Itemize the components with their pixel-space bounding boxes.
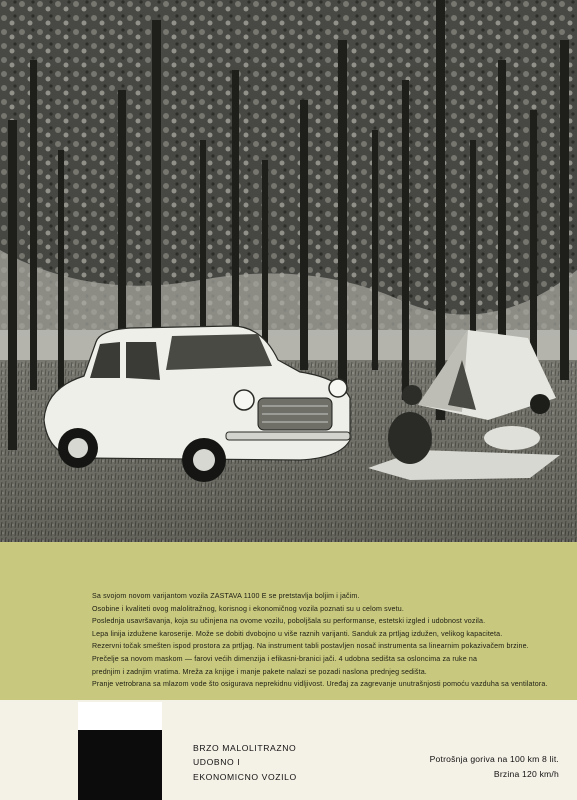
body-line: Sa svojom novom varijantom vozila ZASTAVA 1100 E se pretstavlja boljim i jačim. <box>92 592 360 600</box>
body-line: Poslednja usavršavanja, koja su učinjena na ovome vozilu, poboljšala su performanse, estetski izgled i udobnost vozila. <box>92 617 486 626</box>
body-text <box>92 590 562 691</box>
specs <box>430 752 559 782</box>
spec-speed: Brzina 120 km/h <box>493 769 559 779</box>
black-block <box>78 730 162 800</box>
white-block <box>78 702 162 730</box>
body-line: Prečelje sa novom maskom — farovi većih dimenzija i efikasni-branici jači. 4 udobna sedišta sa osloncima za ruke na <box>92 654 478 663</box>
body-line: Rezervni točak smešten ispod prostora za prtljag. Na instrument tabli postavljen nosač instrumenta sa linearnim pokazivačem brzine. <box>92 642 529 651</box>
body-line: prednjim i zadnjim vratima. Mreža za knjige i manje pakete nalazi se pozadi naslona prednjeg sedišta. <box>92 667 427 676</box>
slogan-line: BRZO MALOLITRAZNO <box>193 743 297 753</box>
body-line: Pranje vetrobrana sa mlazom vode što osigurava neprekidnu vidljivost. Uređaj za zagrevanje unutrašnjosti pomoću vazduha sa ventilatora. <box>92 680 548 689</box>
slogan-line: EKONOMICNO VOZILO <box>193 771 297 782</box>
body-line: Lepa linija izdužene karoserije. Može se dobiti dvobojno u više raznih varijanti. Sanduk za prtljag izdužen, velikog kapaciteta. <box>92 629 503 638</box>
body-line: Osobine i kvaliteti ovog malolitražnog, korisnog i ekonomičnog vozila poznati su u celom svetu. <box>92 604 404 613</box>
slogan-line: UDOBNO I <box>193 757 241 768</box>
slogan <box>193 741 297 784</box>
spec-fuel: Potrošnja goriva na 100 km 8 lit. <box>429 754 559 764</box>
